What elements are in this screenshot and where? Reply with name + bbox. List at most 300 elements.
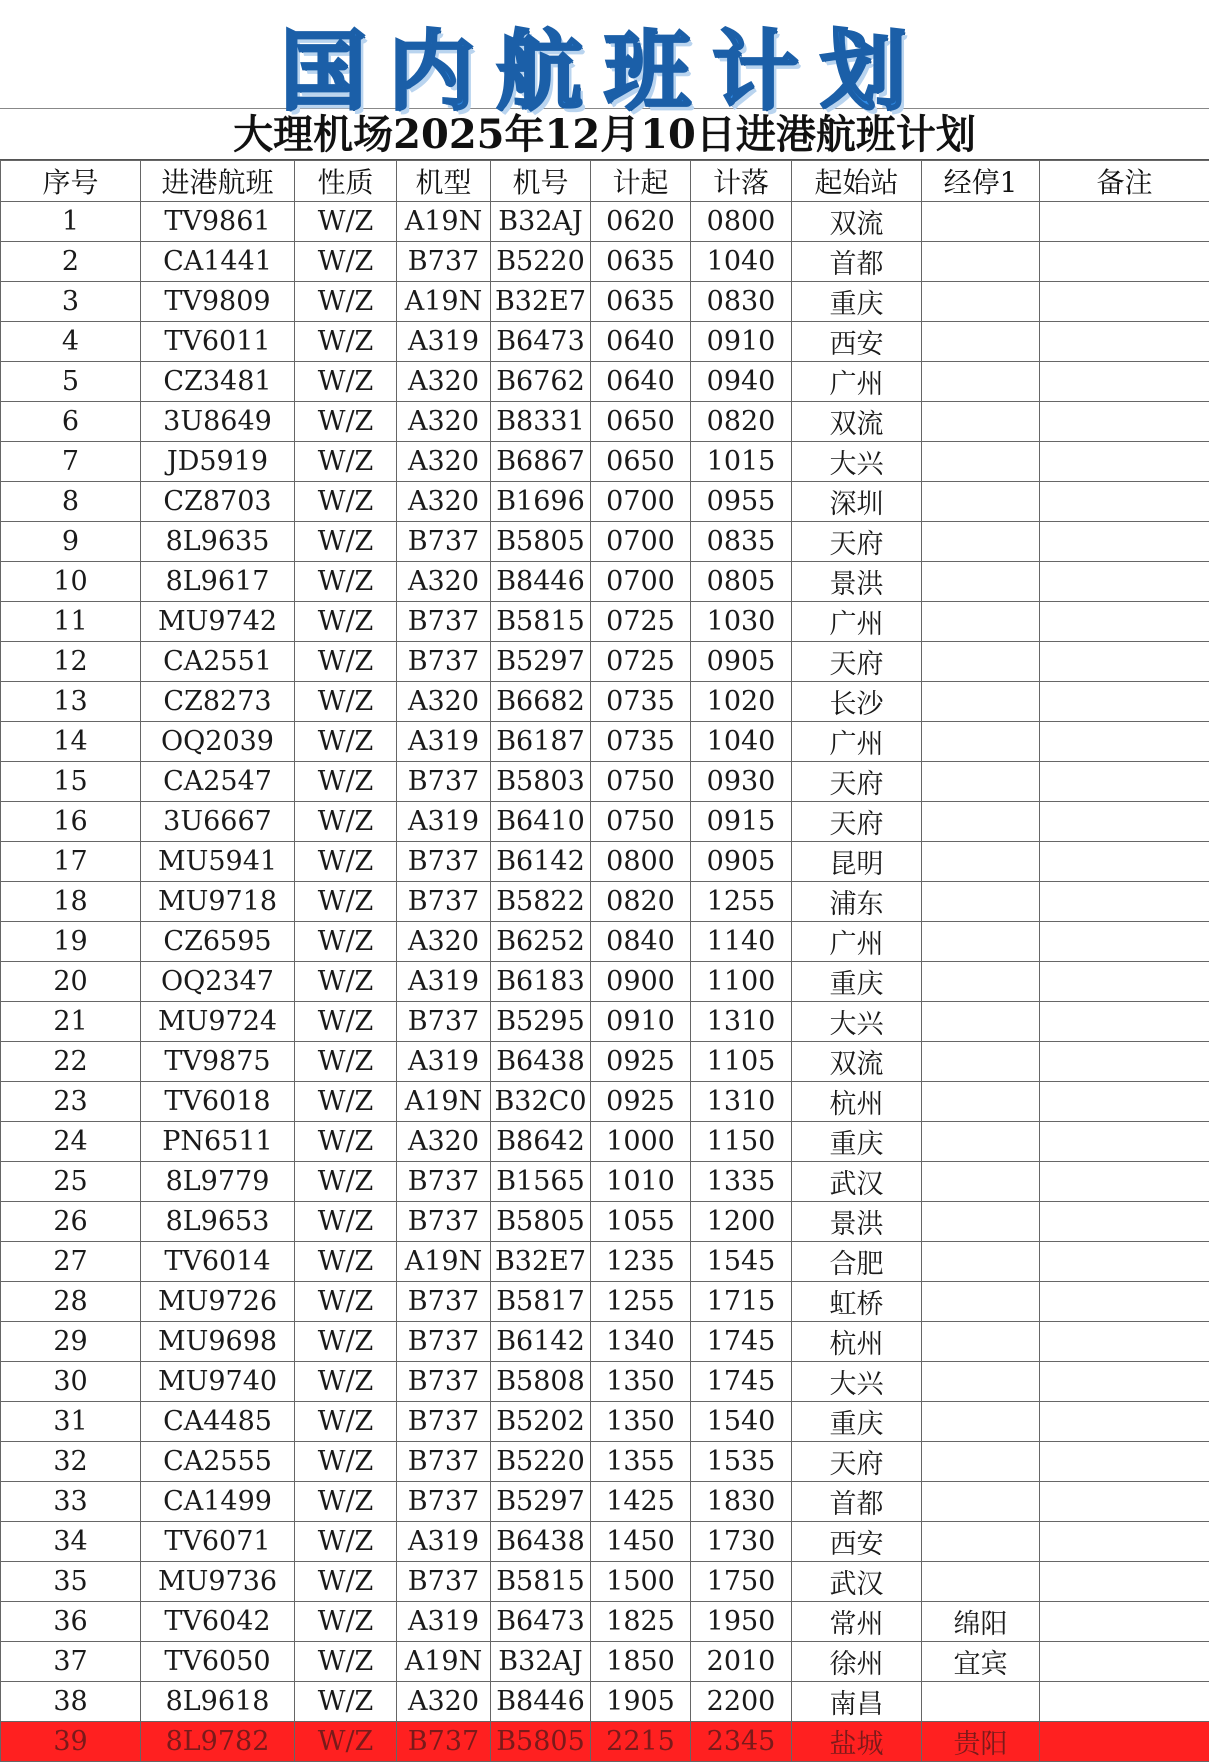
cell-index[interactable]: 2 <box>1 242 141 282</box>
cell-registration[interactable]: B32E7 <box>491 282 591 322</box>
cell-index[interactable]: 24 <box>1 1122 141 1162</box>
cell-aircraft-type[interactable]: B737 <box>397 602 491 642</box>
cell-aircraft-type[interactable]: B737 <box>397 642 491 682</box>
cell-flight[interactable]: MU9740 <box>141 1362 295 1402</box>
cell-registration[interactable]: B6762 <box>491 362 591 402</box>
cell-stopover[interactable] <box>922 1522 1040 1562</box>
cell-sched-departure[interactable]: 0620 <box>591 202 691 242</box>
cell-nature[interactable]: W/Z <box>295 1602 397 1642</box>
cell-registration[interactable]: B6410 <box>491 802 591 842</box>
cell-origin[interactable]: 浦东 <box>792 882 922 922</box>
cell-flight[interactable]: MU9742 <box>141 602 295 642</box>
cell-sched-departure[interactable]: 0925 <box>591 1042 691 1082</box>
cell-sched-departure[interactable]: 1500 <box>591 1562 691 1602</box>
cell-flight[interactable]: CZ8703 <box>141 482 295 522</box>
cell-aircraft-type[interactable]: A320 <box>397 562 491 602</box>
cell-sched-departure[interactable]: 0750 <box>591 802 691 842</box>
cell-flight[interactable]: CZ3481 <box>141 362 295 402</box>
cell-sched-departure[interactable]: 0750 <box>591 762 691 802</box>
cell-remarks[interactable] <box>1040 1122 1209 1162</box>
cell-registration[interactable]: B5202 <box>491 1402 591 1442</box>
cell-flight[interactable]: CZ6595 <box>141 922 295 962</box>
cell-registration[interactable]: B6252 <box>491 922 591 962</box>
cell-sched-arrival[interactable]: 1715 <box>691 1282 792 1322</box>
cell-remarks[interactable] <box>1040 762 1209 802</box>
cell-index[interactable]: 29 <box>1 1322 141 1362</box>
cell-origin[interactable]: 广州 <box>792 722 922 762</box>
col-header-sched-arrival[interactable]: 计落 <box>691 161 792 202</box>
cell-flight[interactable]: CA1499 <box>141 1482 295 1522</box>
cell-origin[interactable]: 杭州 <box>792 1082 922 1122</box>
cell-remarks[interactable] <box>1040 282 1209 322</box>
cell-flight[interactable]: CA2547 <box>141 762 295 802</box>
cell-sched-departure[interactable]: 0700 <box>591 482 691 522</box>
cell-nature[interactable]: W/Z <box>295 322 397 362</box>
cell-sched-arrival[interactable]: 0800 <box>691 202 792 242</box>
cell-index[interactable]: 18 <box>1 882 141 922</box>
cell-index[interactable]: 12 <box>1 642 141 682</box>
cell-stopover[interactable] <box>922 1082 1040 1122</box>
cell-nature[interactable]: W/Z <box>295 1362 397 1402</box>
cell-remarks[interactable] <box>1040 642 1209 682</box>
cell-registration[interactable]: B6473 <box>491 1602 591 1642</box>
cell-remarks[interactable] <box>1040 202 1209 242</box>
cell-remarks[interactable] <box>1040 922 1209 962</box>
cell-sched-arrival[interactable]: 1105 <box>691 1042 792 1082</box>
cell-aircraft-type[interactable]: B737 <box>397 1202 491 1242</box>
cell-stopover[interactable] <box>922 522 1040 562</box>
cell-registration[interactable]: B1696 <box>491 482 591 522</box>
cell-nature[interactable]: W/Z <box>295 522 397 562</box>
cell-sched-arrival[interactable]: 0930 <box>691 762 792 802</box>
cell-flight[interactable]: MU9736 <box>141 1562 295 1602</box>
cell-remarks[interactable] <box>1040 1042 1209 1082</box>
cell-origin[interactable]: 常州 <box>792 1602 922 1642</box>
cell-sched-arrival[interactable]: 1335 <box>691 1162 792 1202</box>
cell-sched-departure[interactable]: 0925 <box>591 1082 691 1122</box>
cell-nature[interactable]: W/Z <box>295 962 397 1002</box>
cell-stopover[interactable] <box>922 242 1040 282</box>
cell-stopover[interactable]: 宜宾 <box>922 1642 1040 1682</box>
cell-remarks[interactable] <box>1040 842 1209 882</box>
cell-registration[interactable]: B32C0 <box>491 1082 591 1122</box>
cell-nature[interactable]: W/Z <box>295 1442 397 1482</box>
cell-sched-departure[interactable]: 1340 <box>591 1322 691 1362</box>
cell-registration[interactable]: B5297 <box>491 1482 591 1522</box>
cell-sched-arrival[interactable]: 1040 <box>691 722 792 762</box>
cell-remarks[interactable] <box>1040 1082 1209 1122</box>
cell-index[interactable]: 30 <box>1 1362 141 1402</box>
cell-stopover[interactable] <box>922 1002 1040 1042</box>
cell-remarks[interactable] <box>1040 1202 1209 1242</box>
cell-flight[interactable]: TV6050 <box>141 1642 295 1682</box>
cell-flight[interactable]: PN6511 <box>141 1122 295 1162</box>
cell-nature[interactable]: W/Z <box>295 1122 397 1162</box>
cell-flight[interactable]: 3U8649 <box>141 402 295 442</box>
cell-index[interactable]: 35 <box>1 1562 141 1602</box>
col-header-index[interactable]: 序号 <box>1 161 141 202</box>
cell-sched-arrival[interactable]: 0915 <box>691 802 792 842</box>
cell-origin[interactable]: 深圳 <box>792 482 922 522</box>
cell-sched-departure[interactable]: 1235 <box>591 1242 691 1282</box>
cell-sched-arrival[interactable]: 1950 <box>691 1602 792 1642</box>
cell-stopover[interactable] <box>922 282 1040 322</box>
cell-aircraft-type[interactable]: A320 <box>397 442 491 482</box>
cell-stopover[interactable] <box>922 882 1040 922</box>
cell-stopover[interactable] <box>922 1162 1040 1202</box>
cell-sched-arrival[interactable]: 1310 <box>691 1082 792 1122</box>
cell-remarks[interactable] <box>1040 1402 1209 1442</box>
col-header-sched-departure[interactable]: 计起 <box>591 161 691 202</box>
cell-stopover[interactable] <box>922 362 1040 402</box>
cell-remarks[interactable] <box>1040 1162 1209 1202</box>
cell-nature[interactable]: W/Z <box>295 602 397 642</box>
cell-flight[interactable]: 8L9617 <box>141 562 295 602</box>
cell-sched-departure[interactable]: 1425 <box>591 1482 691 1522</box>
cell-remarks[interactable] <box>1040 402 1209 442</box>
cell-sched-arrival[interactable]: 1540 <box>691 1402 792 1442</box>
cell-origin[interactable]: 武汉 <box>792 1162 922 1202</box>
cell-remarks[interactable] <box>1040 522 1209 562</box>
cell-sched-arrival[interactable]: 1745 <box>691 1362 792 1402</box>
cell-remarks[interactable] <box>1040 722 1209 762</box>
cell-remarks[interactable] <box>1040 1282 1209 1322</box>
cell-origin[interactable]: 首都 <box>792 242 922 282</box>
cell-stopover[interactable] <box>922 482 1040 522</box>
cell-sched-departure[interactable]: 1825 <box>591 1602 691 1642</box>
cell-sched-departure[interactable]: 0725 <box>591 602 691 642</box>
col-header-nature[interactable]: 性质 <box>295 161 397 202</box>
cell-registration[interactable]: B5805 <box>491 1722 591 1762</box>
cell-sched-arrival[interactable]: 1015 <box>691 442 792 482</box>
cell-index[interactable]: 27 <box>1 1242 141 1282</box>
cell-index[interactable]: 31 <box>1 1402 141 1442</box>
cell-sched-arrival[interactable]: 1100 <box>691 962 792 1002</box>
cell-origin[interactable]: 大兴 <box>792 1002 922 1042</box>
col-header-flight[interactable]: 进港航班 <box>141 161 295 202</box>
cell-index[interactable]: 17 <box>1 842 141 882</box>
col-header-remarks[interactable]: 备注 <box>1040 161 1209 202</box>
cell-sched-departure[interactable]: 0700 <box>591 522 691 562</box>
cell-registration[interactable]: B5805 <box>491 522 591 562</box>
cell-index[interactable]: 38 <box>1 1682 141 1722</box>
cell-aircraft-type[interactable]: B737 <box>397 1442 491 1482</box>
cell-sched-departure[interactable]: 0735 <box>591 682 691 722</box>
cell-aircraft-type[interactable]: B737 <box>397 882 491 922</box>
cell-stopover[interactable] <box>922 1442 1040 1482</box>
cell-sched-departure[interactable]: 1010 <box>591 1162 691 1202</box>
cell-flight[interactable]: 3U6667 <box>141 802 295 842</box>
cell-registration[interactable]: B5803 <box>491 762 591 802</box>
cell-nature[interactable]: W/Z <box>295 442 397 482</box>
cell-sched-arrival[interactable]: 1830 <box>691 1482 792 1522</box>
cell-stopover[interactable] <box>922 762 1040 802</box>
cell-remarks[interactable] <box>1040 1722 1209 1762</box>
cell-origin[interactable]: 南昌 <box>792 1682 922 1722</box>
cell-sched-departure[interactable]: 0650 <box>591 442 691 482</box>
cell-nature[interactable]: W/Z <box>295 1482 397 1522</box>
col-header-stopover[interactable]: 经停1 <box>922 161 1040 202</box>
cell-aircraft-type[interactable]: A320 <box>397 402 491 442</box>
cell-sched-arrival[interactable]: 1730 <box>691 1522 792 1562</box>
cell-sched-arrival[interactable]: 0820 <box>691 402 792 442</box>
cell-stopover[interactable] <box>922 402 1040 442</box>
cell-origin[interactable]: 徐州 <box>792 1642 922 1682</box>
cell-nature[interactable]: W/Z <box>295 1202 397 1242</box>
cell-sched-arrival[interactable]: 1255 <box>691 882 792 922</box>
cell-registration[interactable]: B32AJ <box>491 202 591 242</box>
cell-origin[interactable]: 重庆 <box>792 1402 922 1442</box>
cell-registration[interactable]: B5815 <box>491 602 591 642</box>
cell-stopover[interactable] <box>922 322 1040 362</box>
cell-stopover[interactable] <box>922 602 1040 642</box>
cell-nature[interactable]: W/Z <box>295 1162 397 1202</box>
cell-stopover[interactable] <box>922 1242 1040 1282</box>
cell-sched-departure[interactable]: 2215 <box>591 1722 691 1762</box>
cell-sched-departure[interactable]: 0650 <box>591 402 691 442</box>
cell-aircraft-type[interactable]: A19N <box>397 282 491 322</box>
cell-sched-departure[interactable]: 1055 <box>591 1202 691 1242</box>
cell-sched-arrival[interactable]: 0835 <box>691 522 792 562</box>
cell-registration[interactable]: B6438 <box>491 1522 591 1562</box>
cell-origin[interactable]: 天府 <box>792 762 922 802</box>
cell-aircraft-type[interactable]: B737 <box>397 242 491 282</box>
cell-sched-departure[interactable]: 0900 <box>591 962 691 1002</box>
cell-sched-departure[interactable]: 0840 <box>591 922 691 962</box>
cell-stopover[interactable] <box>922 1482 1040 1522</box>
col-header-registration[interactable]: 机号 <box>491 161 591 202</box>
cell-registration[interactable]: B5822 <box>491 882 591 922</box>
cell-stopover[interactable] <box>922 1402 1040 1442</box>
cell-aircraft-type[interactable]: B737 <box>397 1282 491 1322</box>
cell-index[interactable]: 6 <box>1 402 141 442</box>
cell-flight[interactable]: TV6011 <box>141 322 295 362</box>
cell-flight[interactable]: 8L9618 <box>141 1682 295 1722</box>
cell-nature[interactable]: W/Z <box>295 1402 397 1442</box>
cell-flight[interactable]: OQ2039 <box>141 722 295 762</box>
cell-aircraft-type[interactable]: A320 <box>397 682 491 722</box>
cell-registration[interactable]: B6187 <box>491 722 591 762</box>
cell-origin[interactable]: 景洪 <box>792 1202 922 1242</box>
cell-nature[interactable]: W/Z <box>295 1082 397 1122</box>
cell-stopover[interactable] <box>922 842 1040 882</box>
cell-stopover[interactable] <box>922 562 1040 602</box>
cell-remarks[interactable] <box>1040 442 1209 482</box>
cell-registration[interactable]: B5220 <box>491 1442 591 1482</box>
cell-origin[interactable]: 重庆 <box>792 1122 922 1162</box>
cell-stopover[interactable] <box>922 202 1040 242</box>
cell-flight[interactable]: 8L9653 <box>141 1202 295 1242</box>
cell-flight[interactable]: TV6014 <box>141 1242 295 1282</box>
cell-sched-arrival[interactable]: 1745 <box>691 1322 792 1362</box>
cell-stopover[interactable] <box>922 1322 1040 1362</box>
cell-sched-departure[interactable]: 1450 <box>591 1522 691 1562</box>
cell-flight[interactable]: TV6042 <box>141 1602 295 1642</box>
cell-origin[interactable]: 大兴 <box>792 1362 922 1402</box>
cell-registration[interactable]: B5815 <box>491 1562 591 1602</box>
cell-stopover[interactable] <box>922 1202 1040 1242</box>
cell-sched-arrival[interactable]: 2200 <box>691 1682 792 1722</box>
cell-remarks[interactable] <box>1040 882 1209 922</box>
cell-remarks[interactable] <box>1040 362 1209 402</box>
cell-index[interactable]: 14 <box>1 722 141 762</box>
cell-nature[interactable]: W/Z <box>295 1682 397 1722</box>
cell-registration[interactable]: B5295 <box>491 1002 591 1042</box>
cell-aircraft-type[interactable]: A319 <box>397 722 491 762</box>
cell-flight[interactable]: CA4485 <box>141 1402 295 1442</box>
cell-flight[interactable]: TV9875 <box>141 1042 295 1082</box>
cell-sched-departure[interactable]: 0635 <box>591 242 691 282</box>
cell-aircraft-type[interactable]: B737 <box>397 1562 491 1602</box>
cell-registration[interactable]: B6142 <box>491 1322 591 1362</box>
cell-index[interactable]: 13 <box>1 682 141 722</box>
cell-sched-arrival[interactable]: 0910 <box>691 322 792 362</box>
cell-sched-arrival[interactable]: 0955 <box>691 482 792 522</box>
cell-origin[interactable]: 天府 <box>792 1442 922 1482</box>
cell-stopover[interactable] <box>922 642 1040 682</box>
cell-nature[interactable]: W/Z <box>295 362 397 402</box>
cell-index[interactable]: 19 <box>1 922 141 962</box>
cell-registration[interactable]: B8446 <box>491 562 591 602</box>
cell-index[interactable]: 23 <box>1 1082 141 1122</box>
cell-aircraft-type[interactable]: B737 <box>397 1402 491 1442</box>
cell-stopover[interactable] <box>922 442 1040 482</box>
cell-index[interactable]: 5 <box>1 362 141 402</box>
cell-origin[interactable]: 天府 <box>792 522 922 562</box>
cell-flight[interactable]: 8L9779 <box>141 1162 295 1202</box>
cell-remarks[interactable] <box>1040 602 1209 642</box>
cell-registration[interactable]: B8331 <box>491 402 591 442</box>
cell-sched-departure[interactable]: 1255 <box>591 1282 691 1322</box>
cell-registration[interactable]: B8642 <box>491 1122 591 1162</box>
cell-aircraft-type[interactable]: B737 <box>397 1722 491 1762</box>
cell-nature[interactable]: W/Z <box>295 562 397 602</box>
cell-nature[interactable]: W/Z <box>295 402 397 442</box>
cell-registration[interactable]: B1565 <box>491 1162 591 1202</box>
cell-flight[interactable]: MU9698 <box>141 1322 295 1362</box>
cell-sched-departure[interactable]: 0820 <box>591 882 691 922</box>
cell-stopover[interactable] <box>922 722 1040 762</box>
cell-sched-arrival[interactable]: 0805 <box>691 562 792 602</box>
cell-sched-arrival[interactable]: 1140 <box>691 922 792 962</box>
cell-flight[interactable]: TV9809 <box>141 282 295 322</box>
cell-sched-departure[interactable]: 0640 <box>591 322 691 362</box>
cell-stopover[interactable] <box>922 802 1040 842</box>
cell-sched-arrival[interactable]: 0830 <box>691 282 792 322</box>
cell-aircraft-type[interactable]: A319 <box>397 1522 491 1562</box>
cell-nature[interactable]: W/Z <box>295 1282 397 1322</box>
cell-origin[interactable]: 广州 <box>792 362 922 402</box>
cell-index[interactable]: 34 <box>1 1522 141 1562</box>
cell-flight[interactable]: OQ2347 <box>141 962 295 1002</box>
cell-origin[interactable]: 武汉 <box>792 1562 922 1602</box>
cell-aircraft-type[interactable]: B737 <box>397 1482 491 1522</box>
cell-aircraft-type[interactable]: B737 <box>397 842 491 882</box>
cell-remarks[interactable] <box>1040 1362 1209 1402</box>
cell-registration[interactable]: B5297 <box>491 642 591 682</box>
cell-origin[interactable]: 西安 <box>792 322 922 362</box>
cell-index[interactable]: 36 <box>1 1602 141 1642</box>
cell-origin[interactable]: 广州 <box>792 922 922 962</box>
cell-nature[interactable]: W/Z <box>295 242 397 282</box>
cell-registration[interactable]: B6142 <box>491 842 591 882</box>
cell-aircraft-type[interactable]: A320 <box>397 922 491 962</box>
cell-nature[interactable]: W/Z <box>295 922 397 962</box>
cell-sched-arrival[interactable]: 1040 <box>691 242 792 282</box>
cell-sched-departure[interactable]: 0735 <box>591 722 691 762</box>
cell-index[interactable]: 33 <box>1 1482 141 1522</box>
cell-nature[interactable]: W/Z <box>295 1522 397 1562</box>
cell-origin[interactable]: 合肥 <box>792 1242 922 1282</box>
col-header-aircraft-type[interactable]: 机型 <box>397 161 491 202</box>
cell-nature[interactable]: W/Z <box>295 482 397 522</box>
cell-index[interactable]: 21 <box>1 1002 141 1042</box>
cell-index[interactable]: 8 <box>1 482 141 522</box>
cell-registration[interactable]: B8446 <box>491 1682 591 1722</box>
cell-sched-departure[interactable]: 1850 <box>591 1642 691 1682</box>
cell-flight[interactable]: 8L9635 <box>141 522 295 562</box>
cell-flight[interactable]: MU9724 <box>141 1002 295 1042</box>
cell-index[interactable]: 37 <box>1 1642 141 1682</box>
cell-origin[interactable]: 杭州 <box>792 1322 922 1362</box>
cell-remarks[interactable] <box>1040 802 1209 842</box>
cell-registration[interactable]: B6867 <box>491 442 591 482</box>
cell-remarks[interactable] <box>1040 562 1209 602</box>
cell-registration[interactable]: B5805 <box>491 1202 591 1242</box>
cell-sched-departure[interactable]: 1350 <box>591 1362 691 1402</box>
cell-remarks[interactable] <box>1040 1682 1209 1722</box>
cell-flight[interactable]: TV9861 <box>141 202 295 242</box>
cell-flight[interactable]: JD5919 <box>141 442 295 482</box>
cell-sched-arrival[interactable]: 1750 <box>691 1562 792 1602</box>
cell-origin[interactable]: 广州 <box>792 602 922 642</box>
cell-remarks[interactable] <box>1040 1642 1209 1682</box>
cell-registration[interactable]: B5817 <box>491 1282 591 1322</box>
cell-aircraft-type[interactable]: B737 <box>397 762 491 802</box>
cell-origin[interactable]: 天府 <box>792 802 922 842</box>
cell-nature[interactable]: W/Z <box>295 842 397 882</box>
cell-origin[interactable]: 大兴 <box>792 442 922 482</box>
cell-index[interactable]: 22 <box>1 1042 141 1082</box>
cell-stopover[interactable] <box>922 682 1040 722</box>
cell-sched-arrival[interactable]: 1200 <box>691 1202 792 1242</box>
cell-remarks[interactable] <box>1040 1002 1209 1042</box>
cell-nature[interactable]: W/Z <box>295 882 397 922</box>
cell-index[interactable]: 28 <box>1 1282 141 1322</box>
cell-index[interactable]: 9 <box>1 522 141 562</box>
cell-remarks[interactable] <box>1040 1562 1209 1602</box>
cell-sched-arrival[interactable]: 0905 <box>691 842 792 882</box>
cell-stopover[interactable] <box>922 962 1040 1002</box>
cell-aircraft-type[interactable]: A319 <box>397 1042 491 1082</box>
cell-aircraft-type[interactable]: A19N <box>397 202 491 242</box>
cell-nature[interactable]: W/Z <box>295 282 397 322</box>
cell-aircraft-type[interactable]: A319 <box>397 1602 491 1642</box>
cell-aircraft-type[interactable]: A319 <box>397 322 491 362</box>
cell-origin[interactable]: 盐城 <box>792 1722 922 1762</box>
cell-aircraft-type[interactable]: A19N <box>397 1242 491 1282</box>
cell-sched-departure[interactable]: 0910 <box>591 1002 691 1042</box>
cell-registration[interactable]: B6183 <box>491 962 591 1002</box>
cell-flight[interactable]: 8L9782 <box>141 1722 295 1762</box>
cell-origin[interactable]: 双流 <box>792 1042 922 1082</box>
cell-flight[interactable]: MU9718 <box>141 882 295 922</box>
cell-index[interactable]: 4 <box>1 322 141 362</box>
cell-sched-arrival[interactable]: 1535 <box>691 1442 792 1482</box>
cell-nature[interactable]: W/Z <box>295 802 397 842</box>
cell-sched-departure[interactable]: 0800 <box>591 842 691 882</box>
cell-nature[interactable]: W/Z <box>295 1242 397 1282</box>
